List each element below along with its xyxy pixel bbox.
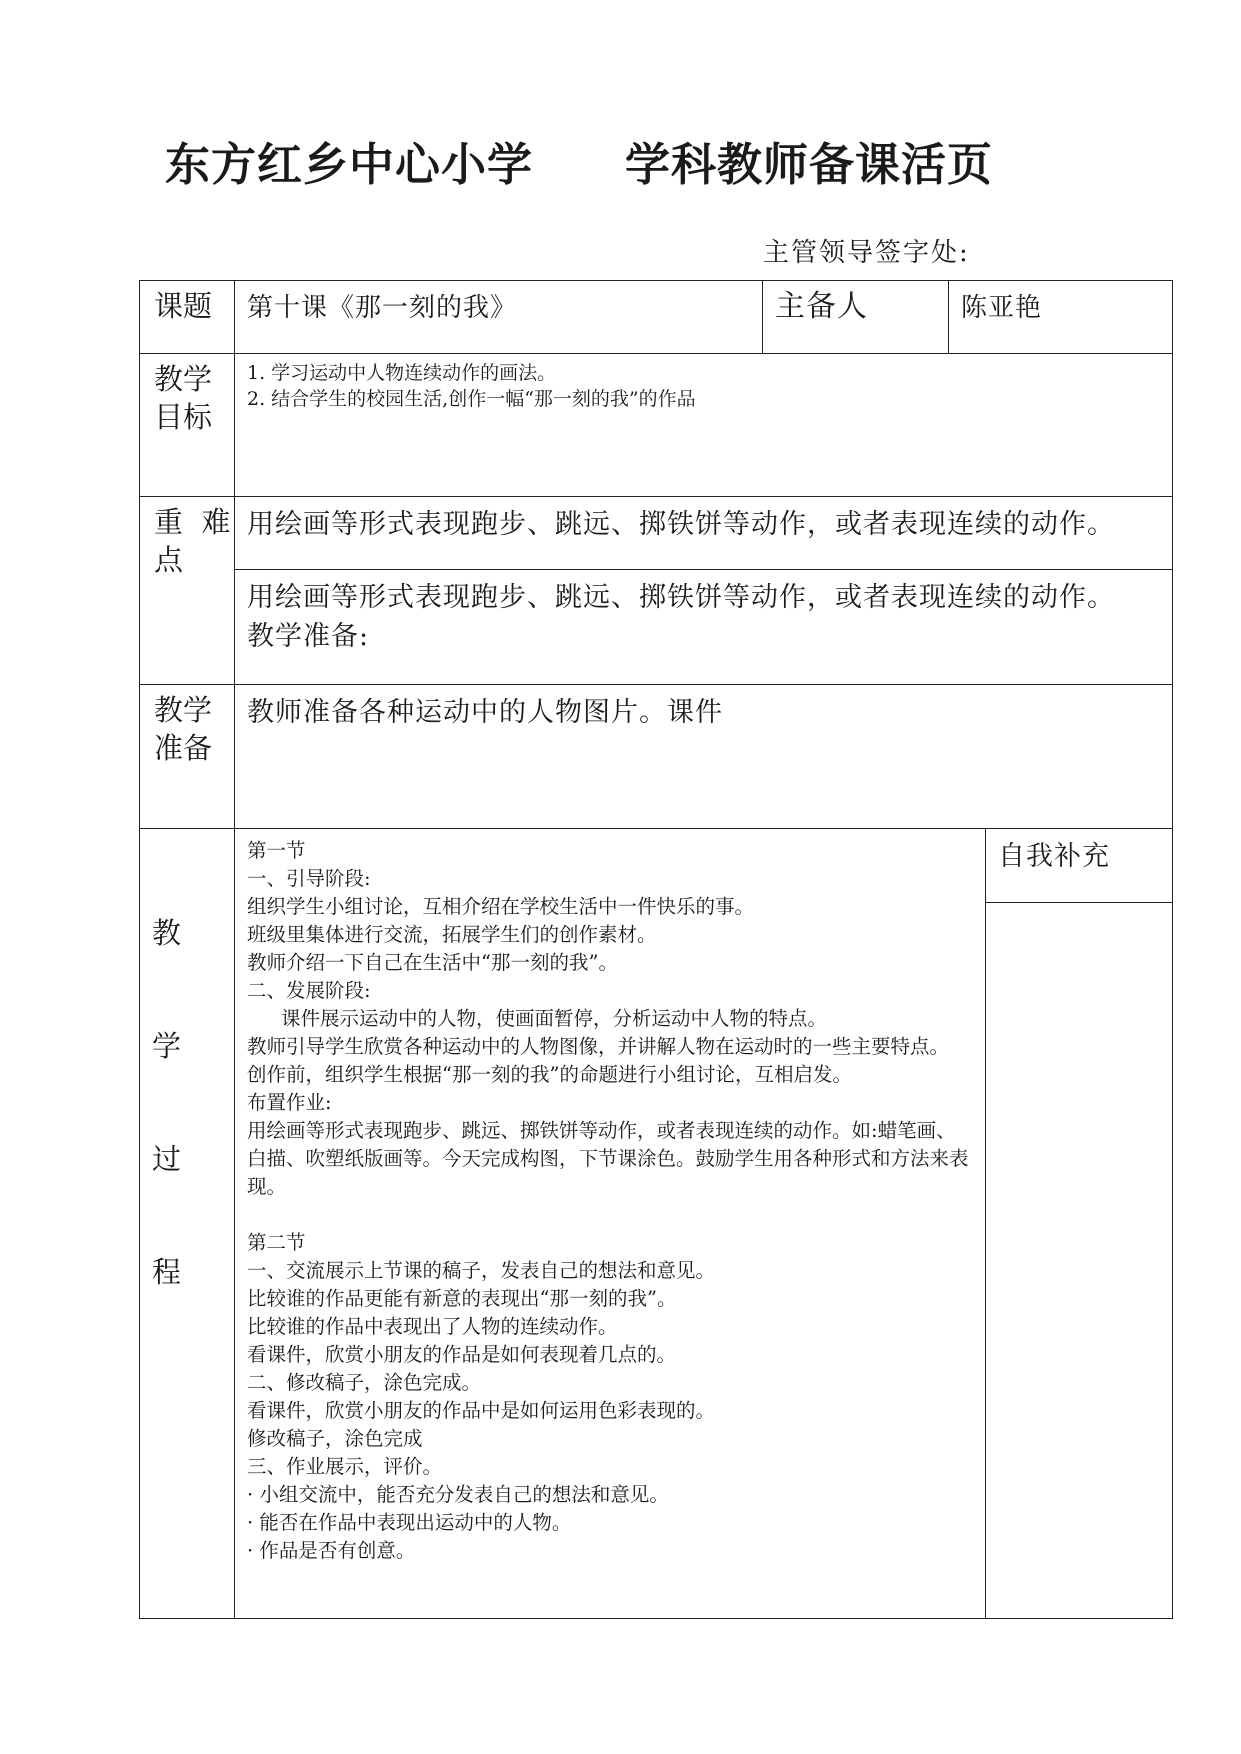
process-line: 班级里集体进行交流，拓展学生们的创作素材。: [247, 923, 657, 946]
topic-label: 课题: [154, 289, 213, 323]
process-line: 教师引导学生欣赏各种运动中的人物图像，并讲解人物在运动时的一些主要特点。: [247, 1035, 950, 1058]
difficulty-text-2: 用绘画等形式表现跑步、跳远、掷铁饼等动作，或者表现连续的动作。: [247, 582, 1115, 613]
goals-label-cell: [139, 353, 235, 497]
difficulty-label-line-2: 点: [154, 543, 184, 577]
process-label-char: 学: [152, 1029, 182, 1063]
process-blank-line: [247, 1201, 985, 1229]
process-line: 看课件，欣赏小朋友的作品是如何表现着几点的。: [247, 1343, 677, 1366]
process-line: · 小组交流中，能否充分发表自己的想法和意见。: [247, 1483, 669, 1506]
process-line: 修改稿子，涂色完成: [247, 1427, 423, 1450]
preparer-cell: [948, 280, 1173, 354]
topic-label-cell: [139, 280, 235, 354]
process-line: 第二节: [247, 1231, 306, 1254]
process-line: 比较谁的作品更能有新意的表现出“那一刻的我”。: [247, 1287, 677, 1310]
preparer-value: 陈亚艳: [961, 293, 1043, 323]
topic-cell: [234, 280, 763, 354]
supplement-label-cell: [985, 828, 1173, 903]
difficulty-label-line-1: 重 难: [154, 505, 231, 539]
goal-item: 2. 结合学生的校园生活,创作一幅“那一刻的我”的作品: [247, 388, 696, 410]
prep-cell: [234, 684, 1173, 829]
process-label-char: 程: [152, 1255, 182, 1289]
goals-label-line-2: 目标: [154, 400, 213, 434]
difficulty-cell: [234, 496, 1173, 570]
supplement-cell: [985, 902, 1173, 1619]
process-line: · 能否在作品中表现出运动中的人物。: [247, 1511, 572, 1534]
preparer-label-cell: [762, 280, 949, 354]
topic-value: 第十课《那一刻的我》: [247, 293, 518, 323]
process-line: 二、修改稿子，涂色完成。: [247, 1371, 482, 1394]
difficulty-label-cell: [139, 496, 235, 685]
process-label-char: 教: [152, 916, 182, 950]
prep-label-line-1: 教学: [154, 693, 213, 727]
document-title: 学科教师备课活页: [625, 138, 994, 191]
process-cell: [234, 828, 986, 1619]
page-title: [165, 138, 993, 192]
process-line: 课件展示运动中的人物，使画面暂停，分析运动中人物的特点。: [281, 1007, 828, 1030]
prep-label-cell: [139, 684, 235, 829]
school-name: 东方红乡中心小学: [165, 138, 534, 191]
process-line: 教师介绍一下自己在生活中“那一刻的我”。: [247, 951, 618, 974]
prep-label-line-2: 准备: [154, 731, 213, 765]
process-line: 二、发展阶段:: [247, 979, 371, 1002]
prep-inline-label: 教学准备:: [247, 621, 370, 652]
process-line: · 作品是否有创意。: [247, 1539, 416, 1562]
process-line: 三、作业展示，评价。: [247, 1455, 443, 1478]
process-line: 用绘画等形式表现跑步、跳远、掷铁饼等动作，或者表现连续的动作。如:蜡笔画、白描、吹塑纸版画等。今天完成构图，下节课涂色。鼓励学生用各种形式和方法来表现。: [247, 1119, 969, 1198]
process-line: 看课件，欣赏小朋友的作品中是如何运用色彩表现的。: [247, 1399, 716, 1422]
goals-label-line-1: 教学: [154, 362, 213, 396]
signature-label: 主管领导签字处:: [763, 238, 970, 268]
process-line: 第一节: [247, 839, 306, 862]
goal-item: 1. 学习运动中人物连续动作的画法。: [247, 362, 557, 384]
preparer-label: 主备人: [775, 289, 868, 324]
process-line: 比较谁的作品中表现出了人物的连续动作。: [247, 1315, 618, 1338]
process-label-char: 过: [152, 1142, 182, 1176]
process-line: 一、引导阶段:: [247, 867, 371, 890]
goals-cell: [234, 353, 1173, 497]
process-label-cell: [139, 828, 235, 1619]
difficulty-text: 用绘画等形式表现跑步、跳远、掷铁饼等动作，或者表现连续的动作。: [247, 509, 1115, 540]
process-line: 一、交流展示上节课的稿子，发表自己的想法和意见。: [247, 1259, 716, 1282]
supplement-label: 自我补充: [998, 841, 1110, 872]
difficulty-cell-2: [234, 569, 1173, 685]
prep-text: 教师准备各种运动中的人物图片。课件: [247, 697, 723, 728]
process-line: 组织学生小组讨论，互相介绍在学校生活中一件快乐的事。: [247, 895, 755, 918]
process-line: 创作前，组织学生根据“那一刻的我”的命题进行小组讨论，互相启发。: [247, 1063, 852, 1086]
process-line: 布置作业:: [247, 1091, 332, 1114]
